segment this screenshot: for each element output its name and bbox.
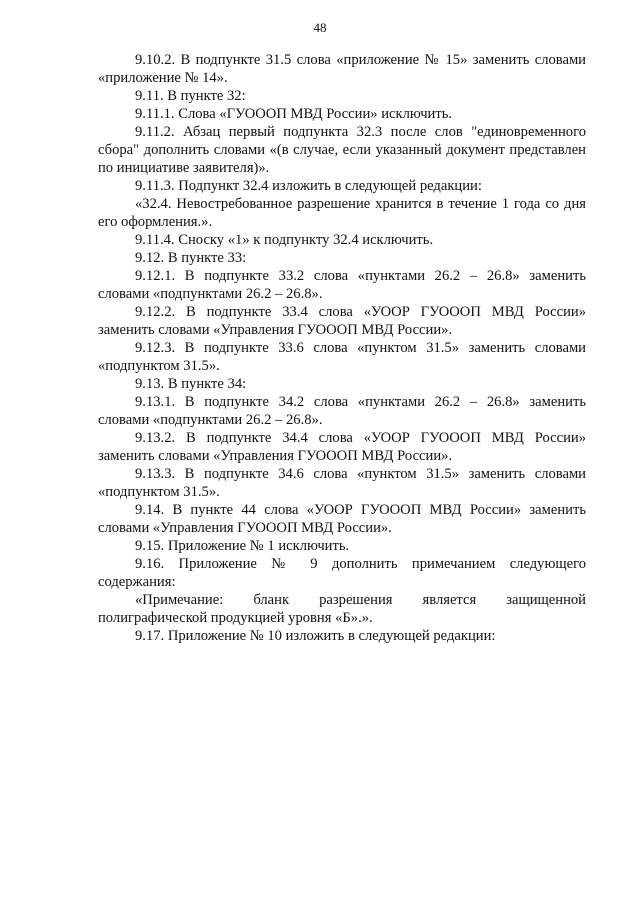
paragraph-32-4-quote: «32.4. Невостребованное разрешение хранится в течение 1 года со дня его оформления.». xyxy=(98,196,586,230)
paragraph-9-13-2: 9.13.2. В подпункте 34.4 слова «УООР ГУОООП МВД России» заменить словами «Управления ГУОООП МВД России». xyxy=(98,430,586,464)
paragraph-note-quote: «Примечание: бланк разрешения является защищенной полиграфической продукцией уровня «Б».». xyxy=(98,592,586,626)
paragraph-9-13-3: 9.13.3. В подпункте 34.6 слова «пунктом 31.5» заменить словами «подпунктом 31.5». xyxy=(98,466,586,500)
page-number: 48 xyxy=(313,20,327,35)
paragraph-9-11-1: 9.11.1. Слова «ГУОООП МВД России» исключить. xyxy=(135,106,453,122)
paragraph-9-15: 9.15. Приложение № 1 исключить. xyxy=(135,538,350,554)
paragraph-9-17: 9.17. Приложение № 10 изложить в следующей редакции: xyxy=(135,628,496,644)
paragraph-9-12-2: 9.12.2. В подпункте 33.4 слова «УООР ГУОООП МВД России» заменить словами «Управления ГУОООП МВД России». xyxy=(98,304,586,338)
paragraph-9-12-3: 9.12.3. В подпункте 33.6 слова «пунктом 31.5» заменить словами «подпунктом 31.5». xyxy=(98,340,586,374)
paragraph-9-12: 9.12. В пункте 33: xyxy=(135,250,247,266)
paragraph-9-11-3: 9.11.3. Подпункт 32.4 изложить в следующей редакции: xyxy=(135,178,482,194)
paragraph-9-11-2: 9.11.2. Абзац первый подпункта 32.3 после слов "единовременного сбора" дополнить словами «(в случае, если указанный документ представлен по инициативе заявителя)». xyxy=(98,124,586,176)
paragraph-9-13-1: 9.13.1. В подпункте 34.2 слова «пунктами 26.2 – 26.8» заменить словами «подпунктами 26.2 – 26.8». xyxy=(98,394,586,428)
paragraph-9-11: 9.11. В пункте 32: xyxy=(135,88,246,104)
paragraph-9-13: 9.13. В пункте 34: xyxy=(135,376,247,392)
paragraph-9-10-2: 9.10.2. В подпункте 31.5 слова «приложение № 15» заменить словами «приложение № 14». xyxy=(98,52,586,86)
paragraph-9-14: 9.14. В пункте 44 слова «УООР ГУОООП МВД России» заменить словами «Управления ГУОООП МВД России». xyxy=(98,502,586,536)
document-body xyxy=(98,51,586,645)
paragraph-9-16: 9.16. Приложение № 9 дополнить примечанием следующего содержания: xyxy=(98,556,586,590)
paragraph-9-12-1: 9.12.1. В подпункте 33.2 слова «пунктами 26.2 – 26.8» заменить словами «подпунктами 26.2 – 26.8». xyxy=(98,268,586,302)
paragraph-9-11-4: 9.11.4. Сноску «1» к подпункту 32.4 исключить. xyxy=(135,232,434,248)
